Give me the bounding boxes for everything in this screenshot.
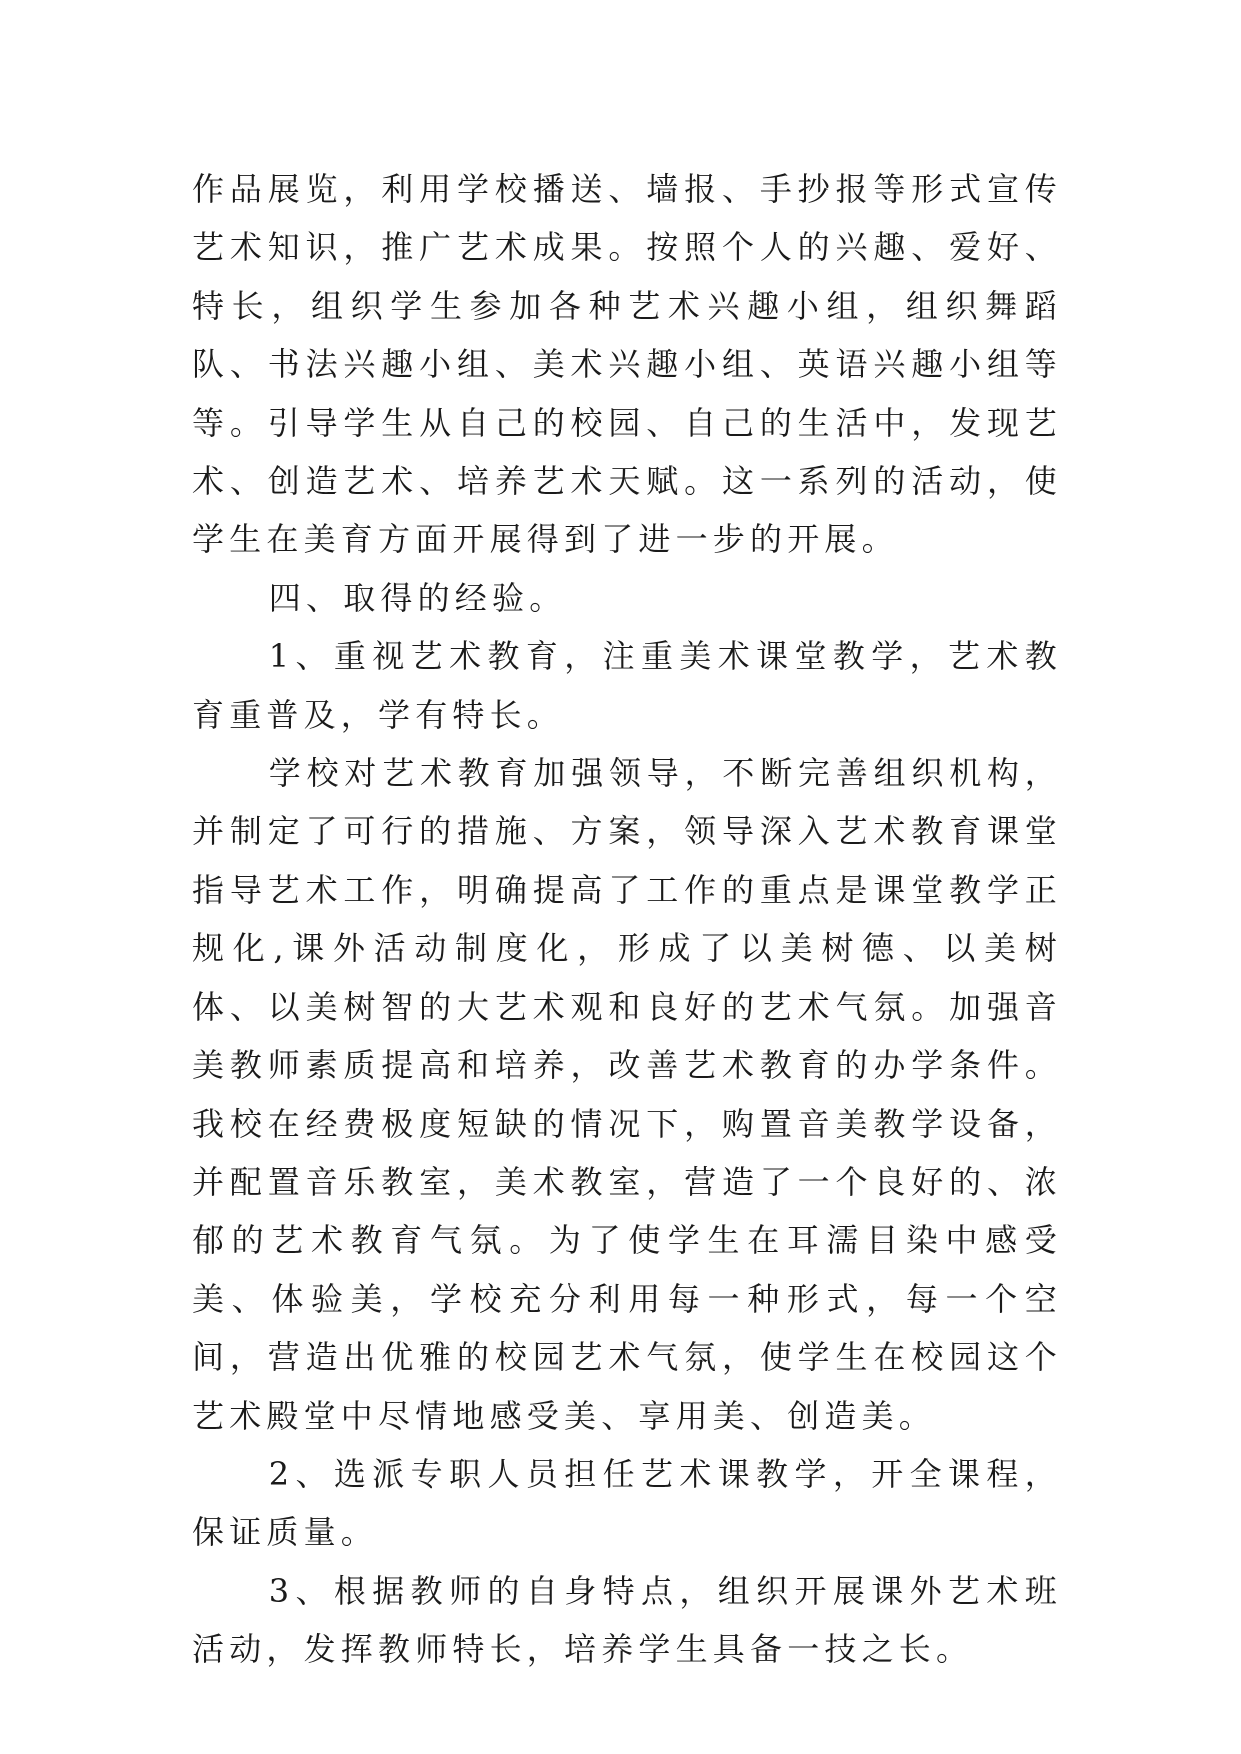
list-item-3: 3、根据教师的自身特点，组织开展课外艺术班活动，发挥教师特长，培养学生具备一技之长。 [192,1571,1062,1669]
paragraph-leadership: 学校对艺术教育加强领导，不断完善组织机构，并制定了可行的措施、方案，领导深入艺术教育课堂指导艺术工作，明确提高了工作的重点是课堂教学正规化,课外活动制度化，形成了以美树德、以美树体、以美树智的大艺术观和良好的艺术气氛。加强音美教师素质提高和培养，改善艺术教育的办学条件。我校在经费极度短缺的情况下，购置音美教学设备，并配置音乐教室，美术教室，营造了一个良好的、浓郁的艺术教育气氛。为了使学生在耳濡目染中感受美、体验美，学校充分利用每一种形式，每一个空间，营造出优雅的校园艺术气氛，使学生在校园这个艺术殿堂中尽情地感受美、享用美、创造美。 [192,754,1062,1435]
paragraph-continuation: 作品展览，利用学校播送、墙报、手抄报等形式宣传艺术知识，推广艺术成果。按照个人的兴趣、爱好、特长，组织学生参加各种艺术兴趣小组，组织舞蹈队、书法兴趣小组、美术兴趣小组、英语兴趣小组等等。引导学生从自己的校园、自己的生活中，发现艺术、创造艺术、培养艺术天赋。这一系列的活动，使学生在美育方面开展得到了进一步的开展。 [192,170,1062,559]
list-item-1-heading: 1、重视艺术教育，注重美术课堂教学，艺术教育重普及，学有特长。 [192,637,1062,734]
section-heading-experience: 四、取得的经验。 [268,578,567,617]
document-body [192,160,1062,1679]
list-item-2: 2、选派专职人员担任艺术课教学，开全课程，保证质量。 [192,1454,1062,1552]
